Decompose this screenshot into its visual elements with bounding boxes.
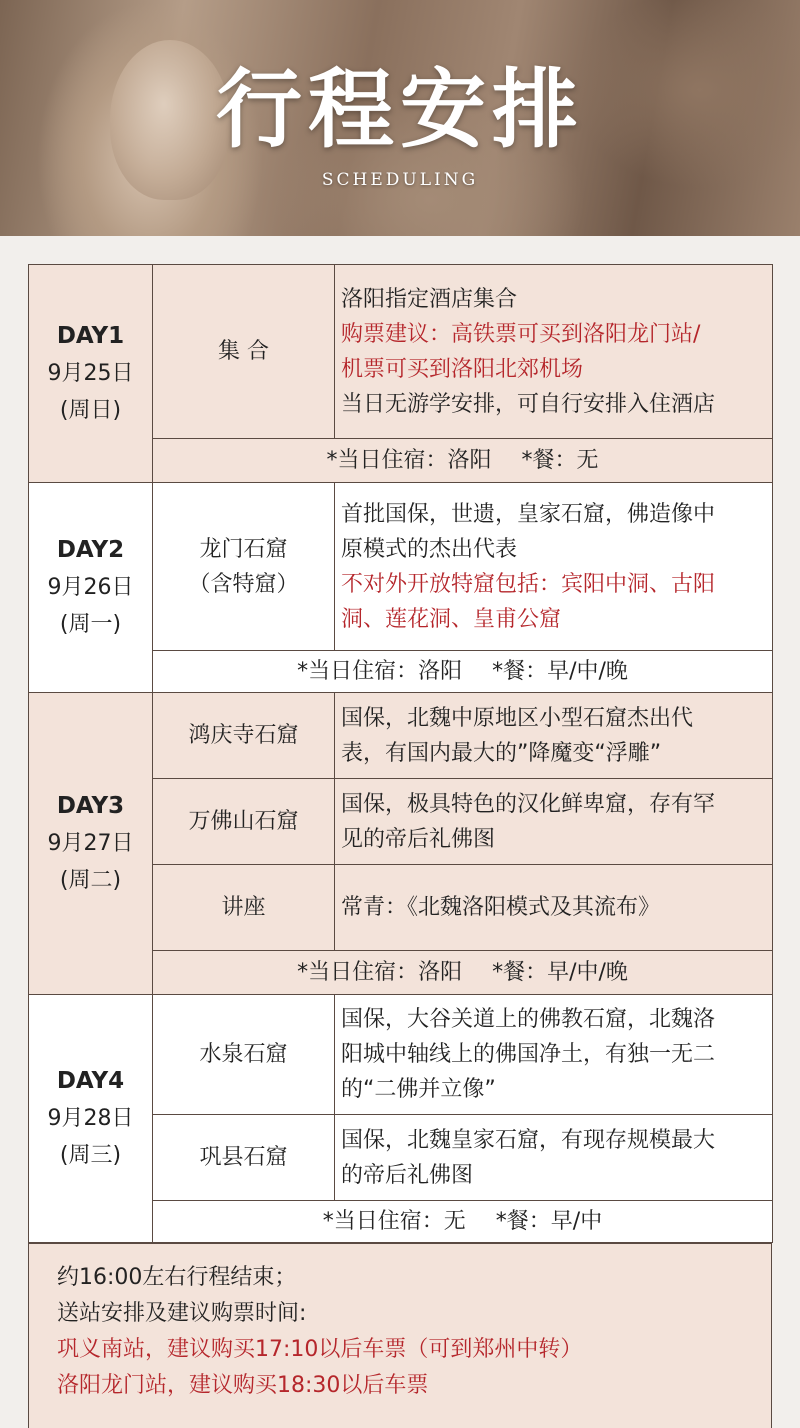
activity-name: 水泉石窟 xyxy=(153,995,335,1115)
day-date: 9月28日 xyxy=(47,1106,134,1131)
activity-description: 国保，大谷关道上的佛教石窟，北魏洛 阳城中轴线上的佛国净土，有独一无二 的“二佛并立像” xyxy=(335,995,773,1115)
day-date: 9月26日 xyxy=(47,575,134,600)
stay-text: *当日住宿：无 xyxy=(322,1209,466,1234)
day-label: DAY2 xyxy=(56,537,125,563)
day3-activity-row-1 xyxy=(29,693,773,779)
activity-description: 国保，极具特色的汉化鲜卑窟，存有罕 见的帝后礼佛图 xyxy=(335,779,773,865)
stay-text: *当日住宿：洛阳 xyxy=(297,960,463,985)
meal-text: *餐：无 xyxy=(521,448,599,473)
stay-meal-info xyxy=(153,439,773,483)
activity-name: 龙门石窟 （含特窟） xyxy=(153,483,335,651)
day1-activity-row xyxy=(29,265,773,439)
closing-summary xyxy=(28,1243,772,1428)
day1-cell xyxy=(29,265,153,483)
day-weekday: (周一) xyxy=(59,612,122,637)
stay-text: *当日住宿：洛阳 xyxy=(297,659,463,684)
day4-cell xyxy=(29,995,153,1243)
day-date: 9月27日 xyxy=(47,831,134,856)
stay-meal-info xyxy=(153,651,773,693)
summary-line: 洛阳龙门站，建议购买18:30以后车票 xyxy=(57,1373,429,1398)
day-weekday: (周二) xyxy=(59,868,122,893)
day-label: DAY4 xyxy=(56,1068,125,1094)
summary-line: 巩义南站，建议购买17:10以后车票（可到郑州中转） xyxy=(57,1337,583,1362)
activity-description: 首批国保，世遗，皇家石窟，佛造像中 原模式的杰出代表 不对外开放特窟包括：宾阳中洞、古阳 洞、莲花洞、皇甫公窟 xyxy=(335,483,773,651)
page-title: 行程安排 xyxy=(216,59,584,160)
activity-name: 集 合 xyxy=(153,265,335,439)
activity-name: 讲座 xyxy=(153,865,335,951)
activity-description: 国保，北魏中原地区小型石窟杰出代 表，有国内最大的”降魔变“浮雕” xyxy=(335,693,773,779)
activity-name: 万佛山石窟 xyxy=(153,779,335,865)
meal-text: *餐：早/中/晚 xyxy=(492,960,628,985)
stay-text: *当日住宿：洛阳 xyxy=(326,448,492,473)
activity-description: 常青：《北魏洛阳模式及其流布》 xyxy=(335,865,773,951)
day3-cell xyxy=(29,693,153,995)
stay-meal-info xyxy=(153,1201,773,1243)
header-banner xyxy=(0,0,800,236)
day-label: DAY1 xyxy=(56,323,125,349)
activity-name: 巩县石窟 xyxy=(153,1115,335,1201)
meal-text: *餐：早/中 xyxy=(495,1209,603,1234)
day-weekday: (周三) xyxy=(59,1143,122,1168)
day4-activity-row-1 xyxy=(29,995,773,1115)
meal-text: *餐：早/中/晚 xyxy=(492,659,628,684)
summary-line: 约16:00左右行程结束； xyxy=(57,1265,297,1290)
stay-meal-info xyxy=(153,951,773,995)
day2-activity-row xyxy=(29,483,773,651)
day-weekday: (周日) xyxy=(59,398,122,423)
schedule-table xyxy=(28,264,773,1243)
page-subtitle: SCHEDULING xyxy=(321,170,479,190)
activity-name: 鸿庆寺石窟 xyxy=(153,693,335,779)
day2-cell xyxy=(29,483,153,693)
summary-line: 送站安排及建议购票时间: xyxy=(57,1301,307,1326)
day-date: 9月25日 xyxy=(47,361,134,386)
activity-description: 国保，北魏皇家石窟，有现存规模最大 的帝后礼佛图 xyxy=(335,1115,773,1201)
activity-description: 洛阳指定酒店集合 购票建议：高铁票可买到洛阳龙门站/ 机票可买到洛阳北郊机场 当日无游学安排，可自行安排入住酒店 xyxy=(335,265,773,439)
day-label: DAY3 xyxy=(56,793,125,819)
